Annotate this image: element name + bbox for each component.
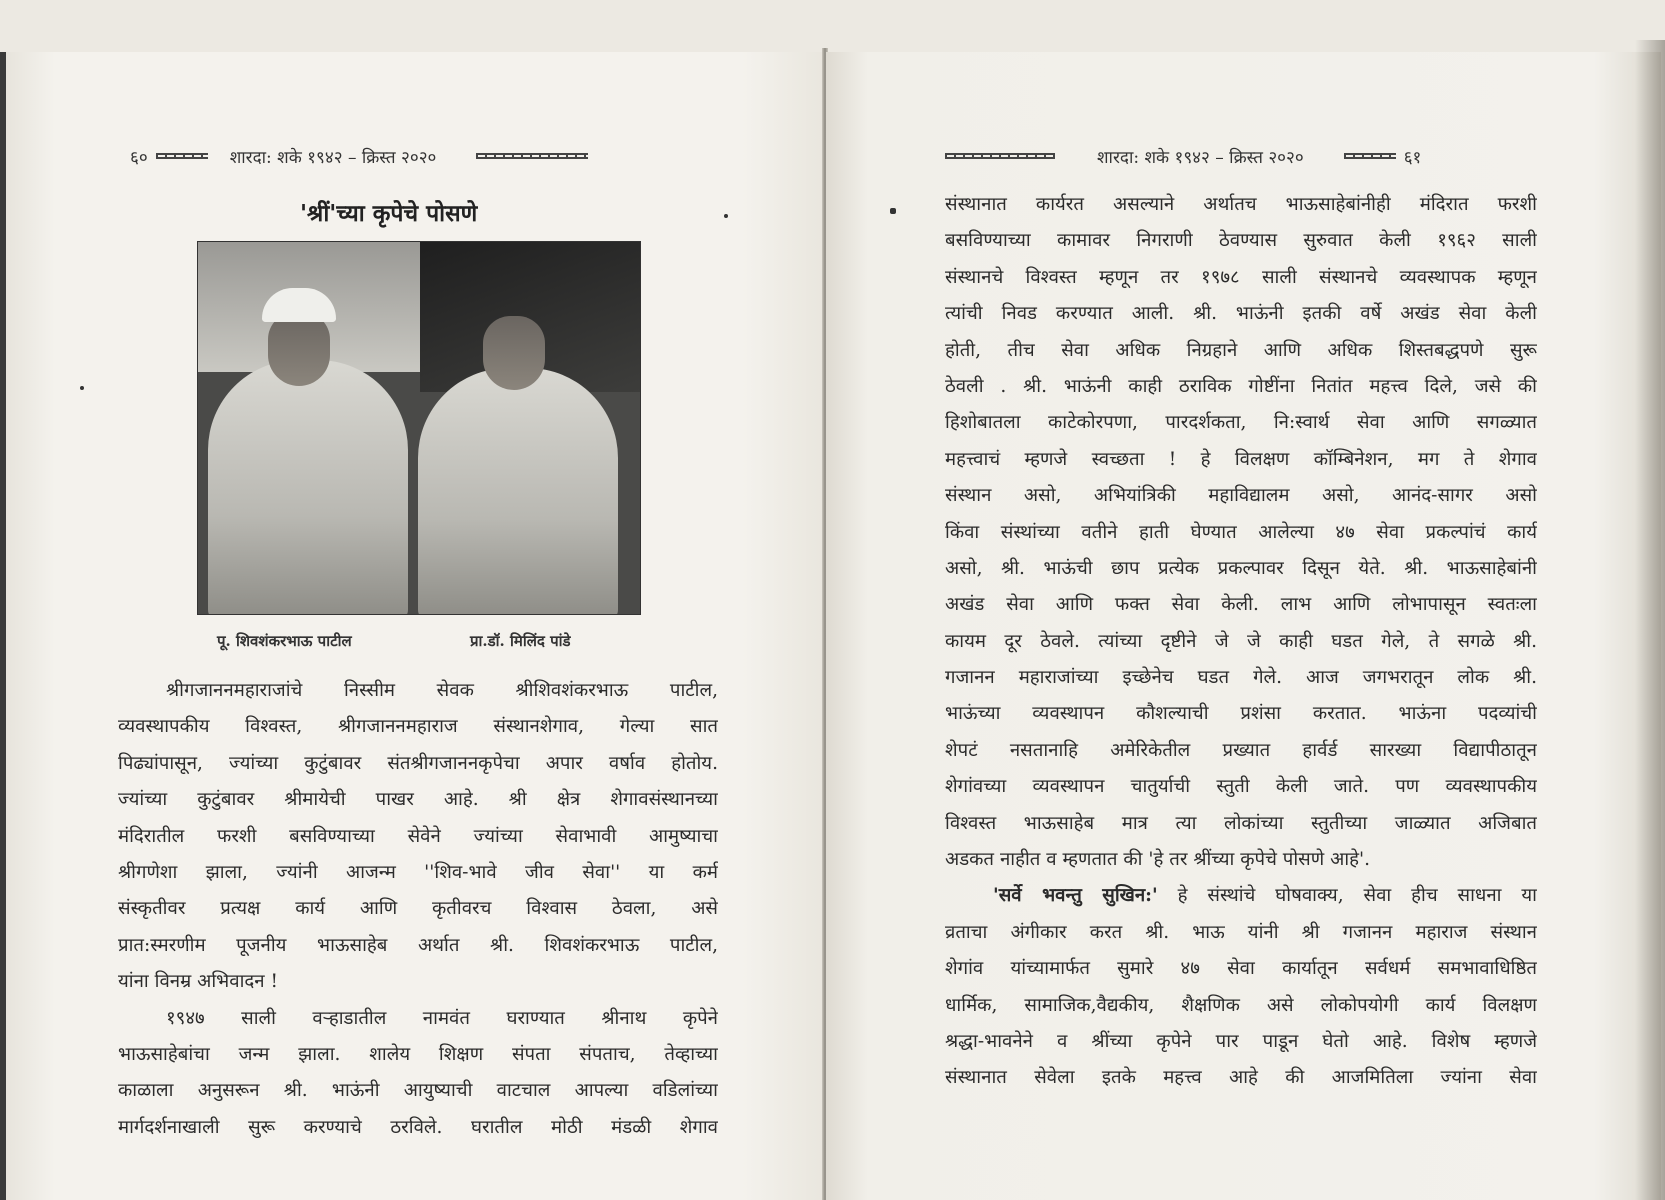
- photo-person-left: [208, 360, 408, 615]
- text-line: मार्गदर्शनाखाली सुरू करण्याचे ठरविले. घरातील मोठी मंडळी शेगाव: [118, 1116, 718, 1138]
- text-line: [945, 878, 1537, 914]
- text-line: ठेवली . श्री. भाऊंनी काही ठराविक गोष्टींना नितांत महत्त्व दिले, जसे की: [945, 375, 1537, 397]
- photo-head-right: [483, 316, 545, 390]
- left-page-number: ६०: [130, 147, 148, 168]
- text-span: हे संस्थांचे घोषवाक्य, सेवा हीच साधना या: [1157, 885, 1537, 907]
- header-rule: [1344, 153, 1396, 159]
- text-line: व्यवस्थापकीय विश्वस्त, श्रीगजाननमहाराज संस्थानशेगाव, गेल्या सात: [118, 716, 718, 738]
- scan-speck: [724, 214, 728, 218]
- photo-caption-right: प्रा.डॉ. मिलिंद पांडे: [470, 632, 571, 650]
- text-line: व्रताचा अंगीकार करत श्री. भाऊ यांनी श्री गजानन महाराज संस्थान: [945, 921, 1537, 943]
- article-photo: [197, 241, 641, 615]
- text-line: असो, श्री. भाऊंची छाप प्रत्येक प्रकल्पावर दिसून येते. श्री. भाऊसाहेबांनी: [945, 557, 1537, 579]
- right-body-text: [945, 187, 1537, 1097]
- text-line: संस्थानात कार्यरत असल्याने अर्थातच भाऊसाहेबांनीही मंदिरात फरशी: [945, 194, 1537, 215]
- text-line: त्यांची निवड करण्यात आली. श्री. भाऊंनी इतकी वर्षे अखंड सेवा केली: [945, 303, 1537, 325]
- text-line: संस्थानात सेवेला इतके महत्त्व आहे की आजमितिला ज्यांना सेवा: [945, 1067, 1537, 1089]
- text-line: श्रीगणेशा झाला, ज्यांनी आजन्म ''शिव-भावे जीव सेवा'' या कर्म: [118, 861, 718, 883]
- text-line: बसविण्याच्या कामावर निगराणी ठेवण्यास सुरुवात केली १९६२ साली: [945, 230, 1537, 252]
- text-line: श्रीगजाननमहाराजांचे निस्सीम सेवक श्रीशिवशंकरभाऊ पाटील,: [166, 680, 718, 701]
- header-rule: [945, 153, 1055, 159]
- text-line: धार्मिक, सामाजिक,वैद्यकीय, शैक्षणिक असे लोकोपयोगी कार्य विलक्षण: [945, 994, 1537, 1016]
- text-line: भाऊसाहेबांचा जन्म झाला. शालेय शिक्षण संपता संपताच, तेव्हाच्या: [118, 1043, 718, 1065]
- text-line: श्रद्धा-भावनेने व श्रींच्या कृपेने पार पाडून घेतो आहे. विशेष म्हणजे: [945, 1030, 1537, 1052]
- text-line: गजानन महाराजांच्या इच्छेनेच घडत गेले. आज जगभरातून लोक श्री.: [945, 667, 1537, 689]
- photo-head-left: [268, 312, 330, 386]
- text-line: किंवा संस्थांच्या वतीने हाती घेण्यात आलेल्या ४७ सेवा प्रकल्पांचं कार्य: [945, 521, 1537, 543]
- article-title: 'श्रीं'च्या कृपेचे पोसणे: [300, 200, 478, 227]
- right-running-header: [945, 143, 1535, 169]
- text-line: ज्यांच्या कुटुंबावर श्रीमायेची पाखर आहे. श्री क्षेत्र शेगावसंस्थानच्या: [118, 789, 718, 811]
- right-header-text: शारदा: शके १९४२ – क्रिस्त २०२०: [1097, 147, 1304, 168]
- left-body-text: [118, 673, 718, 1146]
- right-edge-shadow: [1635, 40, 1665, 1200]
- scan-speck: [80, 386, 84, 390]
- photo-person-right: [418, 368, 618, 615]
- text-line: संस्कृतीवर प्रत्यक्ष कार्य आणि कृतीवरच विश्वास ठेवला, असे: [118, 898, 718, 920]
- left-header-text: शारदा: शके १९४२ – क्रिस्त २०२०: [229, 147, 437, 168]
- text-line: शेपटं नसतानाहि अमेरिकेतील प्रख्यात हार्वर्ड सारख्या विद्यापीठातून: [945, 739, 1537, 761]
- motto-text: 'सर्वे भवन्तु सुखिन:': [993, 885, 1158, 907]
- text-line: संस्थान असो, अभियांत्रिकी महाविद्यालम असो, आनंद-सागर असो: [945, 485, 1537, 507]
- text-line: कायम दूर ठेवले. त्यांच्या दृष्टीने जे जे काही घडत गेले, ते सगळे श्री.: [945, 630, 1537, 652]
- right-page-number: ६१: [1403, 147, 1422, 168]
- left-running-header: [130, 143, 720, 169]
- text-line: होती, तीच सेवा अधिक निग्रहाने आणि अधिक शिस्तबद्धपणे सुरू: [945, 339, 1537, 361]
- text-line: प्रात:स्मरणीम पूजनीय भाऊसाहेब अर्थात श्री. शिवशंकरभाऊ पाटील,: [118, 934, 718, 956]
- text-line: मंदिरातील फरशी बसविण्याच्या सेवेने ज्यांच्या सेवाभावी आमुष्याचा: [118, 825, 718, 847]
- text-line: संस्थानचे विश्वस्त म्हणून तर १९७८ साली संस्थानचे व्यवस्थापक म्हणून: [945, 266, 1537, 288]
- text-line: यांना विनम्र अभिवादन !: [118, 971, 278, 993]
- text-line: अडकत नाहीत व म्हणतात की 'हे तर श्रींच्या कृपेचे पोसणे आहे'.: [945, 849, 1371, 871]
- text-line: भाऊंच्या व्यवस्थापन कौशल्याची प्रशंसा करतात. भाऊंना पदव्यांची: [945, 703, 1537, 725]
- text-line: शेगांवच्या व्यवस्थापन चातुर्याची स्तुती केली जाते. पण व्यवस्थापकीय: [945, 776, 1537, 798]
- text-line: पिढ्यांपासून, ज्यांच्या कुटुंबावर संतश्रीगजाननकृपेचा अपार वर्षाव होतोय.: [118, 752, 718, 774]
- header-rule: [476, 153, 588, 159]
- header-rule: [156, 153, 208, 159]
- text-line: विश्वस्त भाऊसाहेब मात्र त्या लोकांच्या स्तुतीच्या जाळ्यात अजिबात: [945, 812, 1537, 834]
- scan-speck: [890, 208, 896, 214]
- photo-caption-left: पू. शिवशंकरभाऊ पाटील: [217, 632, 352, 650]
- text-line: शेगांव यांच्यामार्फत सुमारे ४७ सेवा कार्यातून सर्वधर्म समभावाधिष्ठित: [945, 958, 1537, 980]
- text-line: अखंड सेवा आणि फक्त सेवा केली. लाभ आणि लोभापासून स्वतःला: [945, 594, 1537, 616]
- text-line: काळाला अनुसरून श्री. भाऊंनी आयुष्याची वाटचाल आपल्या वडिलांच्या: [118, 1080, 718, 1102]
- text-line: महत्त्वाचं म्हणजे स्वच्छता ! हे विलक्षण कॉम्बिनेशन, मग ते शेगाव: [945, 448, 1537, 470]
- text-line: हिशोबातला काटेकोरपणा, पारदर्शकता, नि:स्वार्थ सेवा आणि सगळ्यात: [945, 412, 1537, 434]
- text-line: १९४७ साली वऱ्हाडातील नामवंत घराण्यात श्रीनाथ कृपेने: [166, 1007, 718, 1029]
